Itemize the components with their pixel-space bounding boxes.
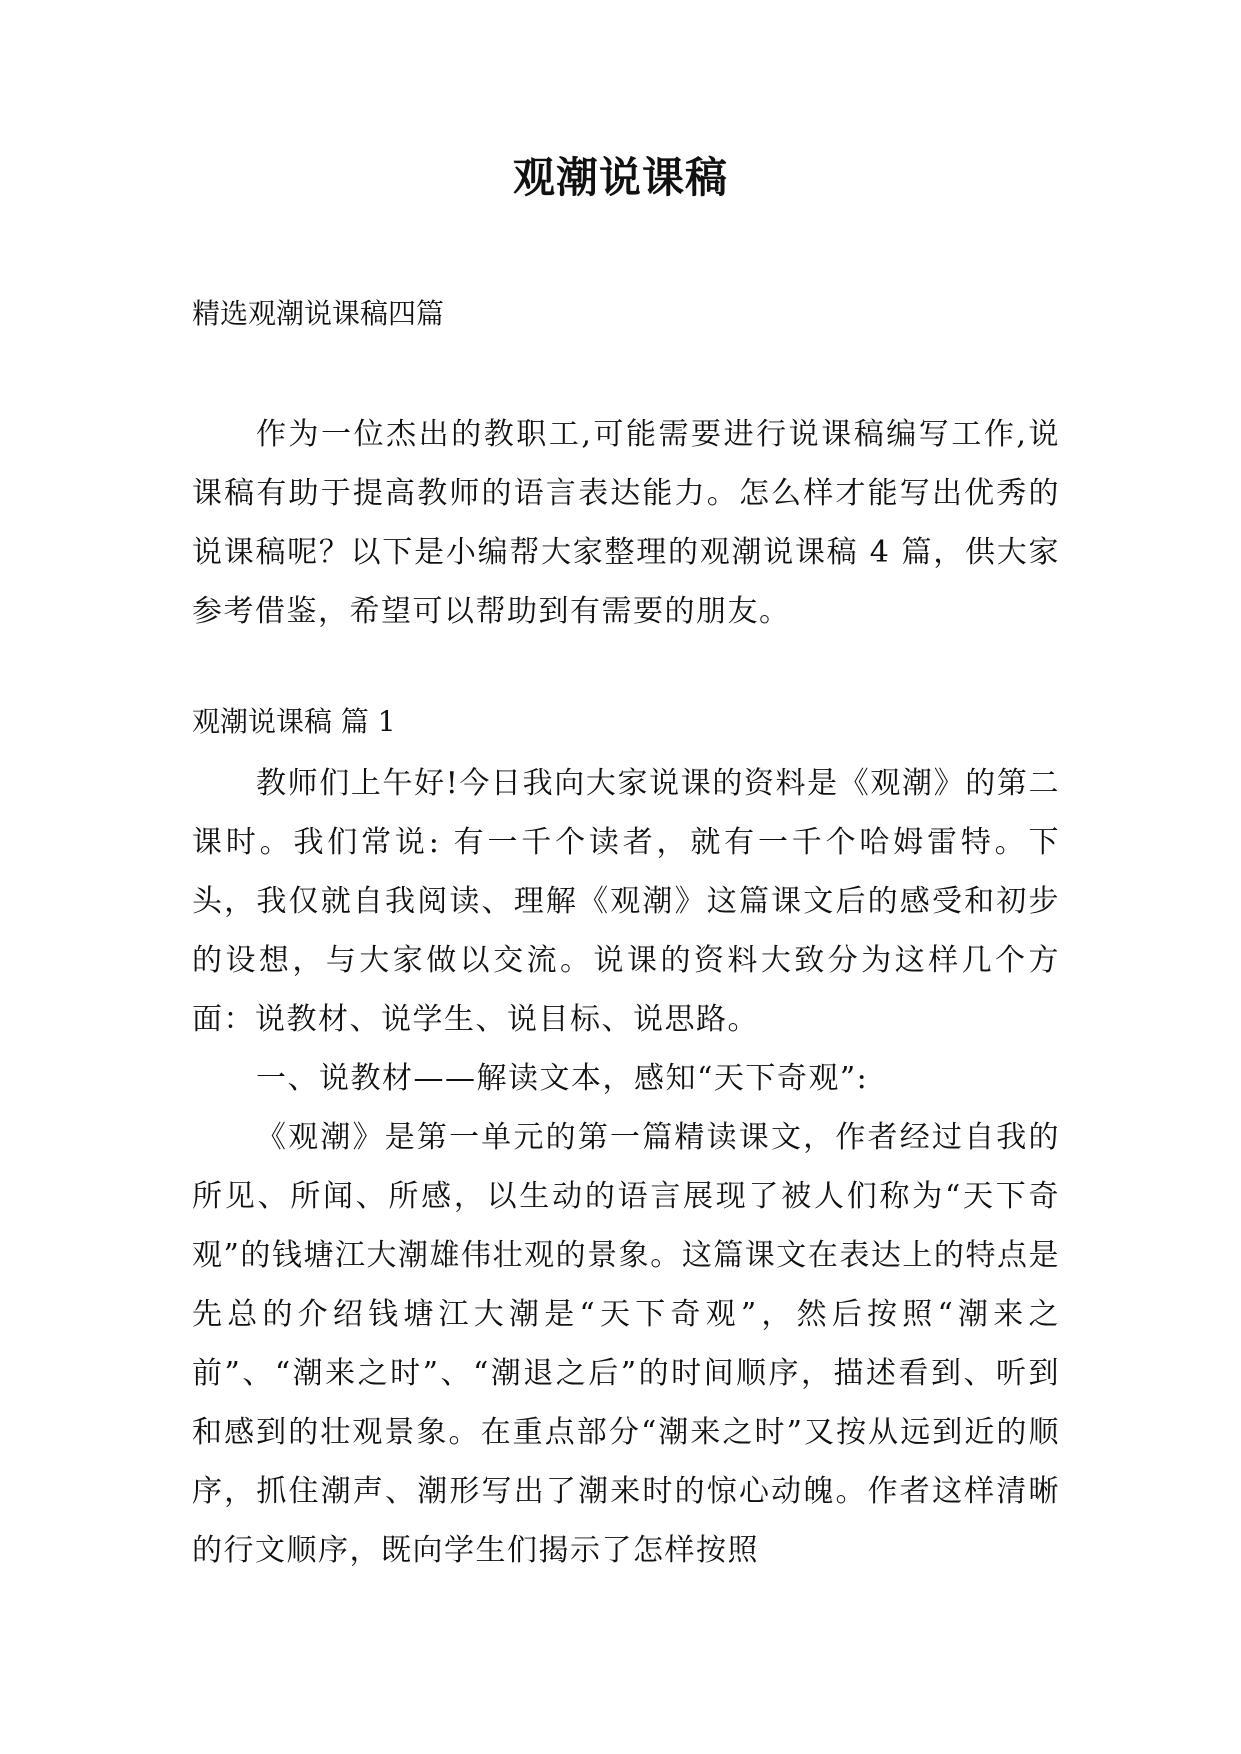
intro-paragraph: 作为一位杰出的教职工,可能需要进行说课稿编写工作,说课稿有助于提高教师的语言表达能力。怎么样才能写出优秀的说课稿呢？以下是小编帮大家整理的观潮说课稿 4 篇，供大家参考借鉴，希望可以帮助到有需要的朋友。 <box>192 417 1060 629</box>
section-heading: 观潮说课稿 篇 1 <box>192 705 396 738</box>
document-title: 观潮说课稿 <box>512 153 728 202</box>
body-paragraph: 《观潮》是第一单元的第一篇精读课文，作者经过自我的所见、所闻、所感，以生动的语言展现了被人们称为“天下奇观”的钱塘江大潮雄伟壮观的景象。这篇课文在表达上的特点是先总的介绍钱塘江大潮是“天下奇观”，然后按照“潮来之前”、“潮来之时”、“潮退之后”的时间顺序，描述看到、听到和感到的壮观景象。在重点部分“潮来之时”又按从远到近的顺序，抓住潮声、潮形写出了潮来时的惊心动魄。作者这样清晰的行文顺序，既向学生们揭示了怎样按照 <box>192 1120 1060 1568</box>
document-subtitle: 精选观潮说课稿四篇 <box>192 297 445 330</box>
body-paragraph: 教师们上午好!今日我向大家说课的资料是《观潮》的第二课时。我们常说: 有一千个读者，就有一千个哈姆雷特。下头，我仅就自我阅读、理解《观潮》这篇课文后的感受和初步的设想，与大家做以交流。说课的资料大致分为这样几个方面：说教材、说学生、说目标、说思路。 <box>192 766 1060 1037</box>
body-paragraph: 一、说教材——解读文本，感知“天下奇观”: <box>256 1061 869 1096</box>
